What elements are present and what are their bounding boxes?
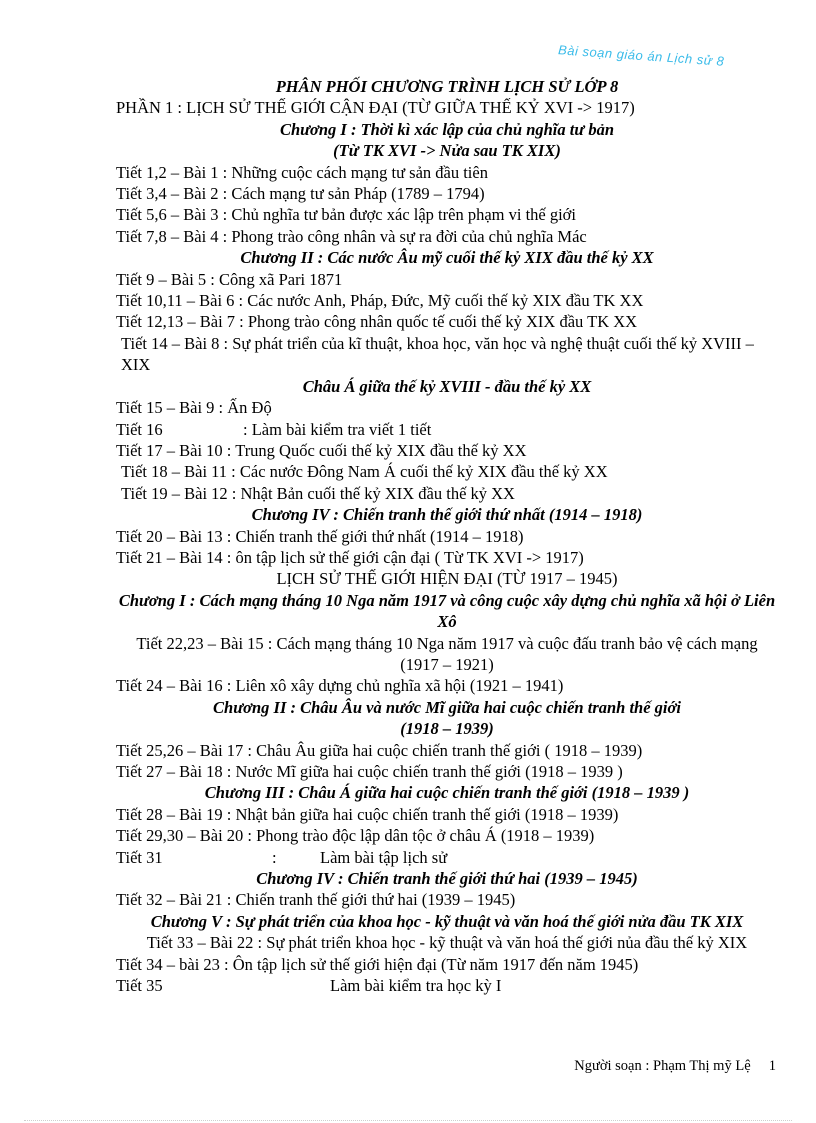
lesson-item: Tiết 5,6 – Bài 3 : Chủ nghĩa tư bản được xác lập trên phạm vi thế giới	[116, 205, 576, 225]
lesson-item: Tiết 19 – Bài 12 : Nhật Bản cuối thế kỷ XIX đầu thế kỷ XX	[121, 483, 515, 503]
lesson-item: Tiết 22,23 – Bài 15 : Cách mạng tháng 10 Nga năm 1917 và cuộc đấu tranh bảo vệ cách mạng (1917 – 1921)	[136, 633, 758, 674]
modern-chapter-2-subheading: (1918 – 1939)	[400, 719, 494, 739]
lesson-item: Tiết 1,2 – Bài 1 : Những cuộc cách mạng tư sản đầu tiên	[116, 162, 488, 182]
separator: :	[272, 847, 277, 867]
lesson-item: Tiết 20 – Bài 13 : Chiến tranh thế giới thứ nhất (1914 – 1918)	[116, 526, 524, 546]
lesson-item: Tiết 34 – bài 23 : Ôn tập lịch sử thế giới hiện đại (Từ năm 1917 đến năm 1945)	[116, 954, 639, 974]
chapter-3-heading: Châu Á giữa thế kỷ XVIII - đầu thế kỷ XX	[302, 376, 592, 396]
watermark-text: Bài soạn giáo án Lịch sử 8	[557, 42, 725, 69]
lesson-item: Tiết 14 – Bài 8 : Sự phát triển của kĩ thuật, khoa học, văn học và nghệ thuật cuối thế kỷ XVIII – XIX	[121, 333, 754, 375]
chapter-1-subheading: (Từ TK XVI -> Nửa sau TK XIX)	[333, 141, 561, 161]
lesson-item: Tiết 12,13 – Bài 7 : Phong trào công nhân quốc tế cuối thế kỷ XIX đầu TK XX	[116, 312, 638, 332]
part-1-heading: PHẦN 1 : LỊCH SỬ THẾ GIỚI CẬN ĐẠI (TỪ GIỮA THẾ KỶ XVI -> 1917)	[116, 98, 635, 118]
chapter-4-heading: Chương IV : Chiến tranh thế giới thứ nhất (1914 – 1918)	[251, 505, 643, 525]
lesson-item: Tiết 9 – Bài 5 : Công xã Pari 1871	[116, 269, 343, 289]
lesson-title: : Làm bài kiểm tra viết 1 tiết	[243, 419, 432, 439]
lesson-number: Tiết 16	[116, 419, 163, 439]
lesson-item: Tiết 24 – Bài 16 : Liên xô xây dựng chủ nghĩa xã hội (1921 – 1941)	[116, 676, 564, 696]
lesson-item: Tiết 27 – Bài 18 : Nước Mĩ giữa hai cuộc chiến tranh thế giới (1918 – 1939 )	[116, 762, 623, 781]
lesson-item: Tiết 28 – Bài 19 : Nhật bản giữa hai cuộc chiến tranh thế giới (1918 – 1939)	[116, 804, 619, 824]
page-footer: Người soạn : Phạm Thị mỹ Lệ 1	[574, 1058, 776, 1074]
page-bottom-divider	[24, 1120, 792, 1121]
document-body	[116, 76, 778, 996]
part-2-heading: LỊCH SỬ THẾ GIỚI HIỆN ĐẠI (TỪ 1917 – 1945)	[276, 569, 618, 589]
lesson-item: Tiết 7,8 – Bài 4 : Phong trào công nhân và sự ra đời của chủ nghĩa Mác	[116, 226, 587, 246]
lesson-item: Tiết 29,30 – Bài 20 : Phong trào độc lập dân tộc ở châu Á (1918 – 1939)	[116, 826, 595, 846]
lesson-item: Tiết 21 – Bài 14 : ôn tập lịch sử thế giới cận đại ( Từ TK XVI -> 1917)	[116, 547, 584, 567]
lesson-item	[116, 975, 778, 996]
modern-chapter-5-heading: Chương V : Sự phát triển của khoa học - kỹ thuật và văn hoá thế giới nửa đầu TK XIX	[150, 911, 744, 931]
lesson-title: Làm bài kiểm tra học kỳ I	[330, 976, 502, 996]
chapter-1-heading: Chương I : Thời kì xác lập của chủ nghĩa tư bản	[279, 119, 615, 139]
lesson-item	[116, 419, 778, 440]
chapter-2-heading: Chương II : Các nước Âu mỹ cuối thế kỷ XIX đầu thế kỷ XX	[240, 248, 654, 268]
lesson-number: Tiết 35	[116, 976, 163, 996]
lesson-title: Làm bài tập lịch sử	[320, 847, 448, 867]
page-title: PHÂN PHỐI CHƯƠNG TRÌNH LỊCH SỬ LỚP 8	[275, 77, 619, 96]
modern-chapter-3-heading: Chương III : Châu Á giữa hai cuộc chiến tranh thế giới (1918 – 1939 )	[204, 783, 690, 803]
lesson-item: Tiết 25,26 – Bài 17 : Châu Âu giữa hai cuộc chiến tranh thế giới ( 1918 – 1939)	[116, 740, 643, 760]
lesson-item	[116, 847, 778, 868]
modern-chapter-4-heading: Chương IV : Chiến tranh thế giới thứ hai (1939 – 1945)	[256, 869, 638, 889]
lesson-item: Tiết 3,4 – Bài 2 : Cách mạng tư sản Pháp (1789 – 1794)	[116, 184, 485, 204]
modern-chapter-2-heading: Chương II : Châu Âu và nước Mĩ giữa hai cuộc chiến tranh thế giới	[213, 697, 681, 717]
lesson-item: Tiết 33 – Bài 22 : Sự phát triển khoa học - kỹ thuật và văn hoá thế giới nủa đầu thế kỷ XIX	[146, 933, 748, 953]
lesson-item: Tiết 10,11 – Bài 6 : Các nước Anh, Pháp, Đức, Mỹ cuối thế kỷ XIX đầu TK XX	[116, 291, 644, 311]
lesson-item: Tiết 15 – Bài 9 : Ấn Độ	[116, 398, 272, 418]
lesson-item: Tiết 18 – Bài 11 : Các nước Đông Nam Á cuối thế kỷ XIX đầu thế kỷ XX	[121, 462, 608, 482]
modern-chapter-1-heading: Chương I : Cách mạng tháng 10 Nga năm 1917 và công cuộc xây dựng chủ nghĩa xã hội ở Liên Xô	[118, 590, 776, 632]
lesson-number: Tiết 31	[116, 847, 163, 867]
lesson-item: Tiết 32 – Bài 21 : Chiến tranh thế giới thứ hai (1939 – 1945)	[116, 890, 516, 910]
lesson-item: Tiết 17 – Bài 10 : Trung Quốc cuối thế kỷ XIX đầu thế kỷ XX	[116, 440, 527, 460]
